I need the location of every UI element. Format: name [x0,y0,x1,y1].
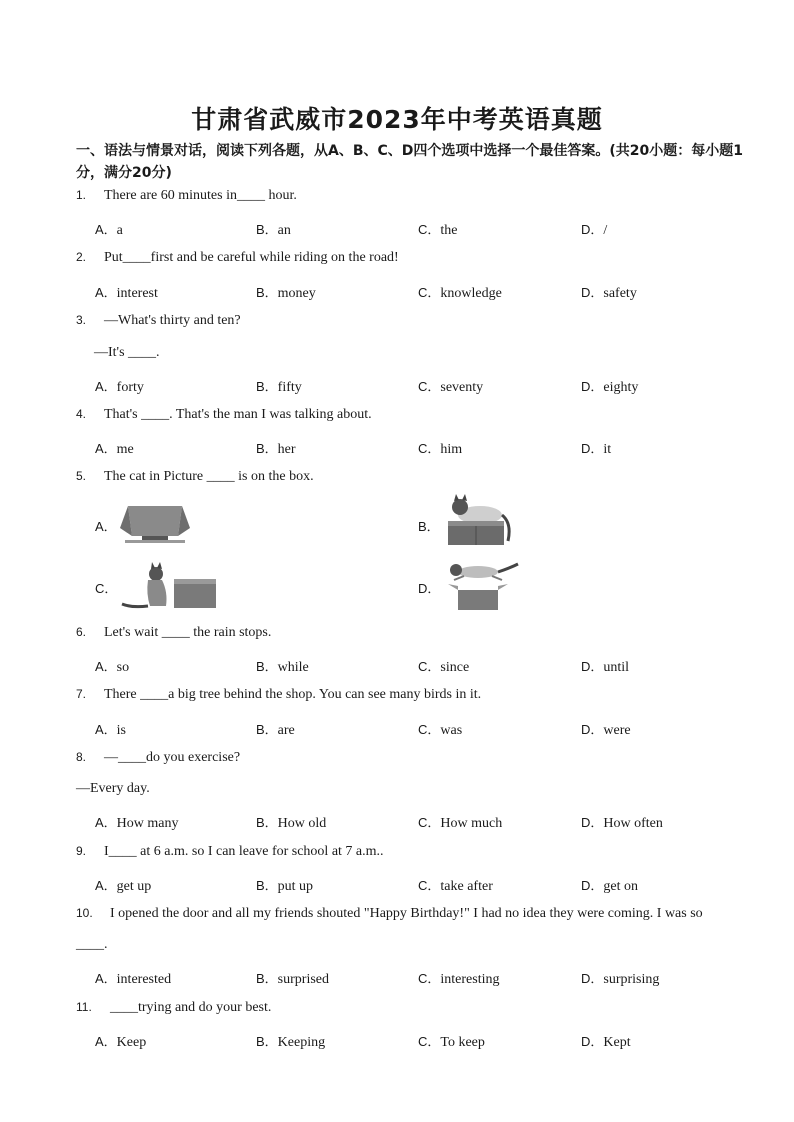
question-8: 8. —____do you exercise? [76,750,241,765]
option-d[interactable]: D．Kept [581,1034,631,1050]
option-c[interactable]: C．take after [418,878,493,894]
question-text: —____do you exercise? [104,750,241,765]
question-text: There are 60 minutes in____ hour. [104,188,297,203]
option-b[interactable]: B．while [256,659,309,675]
page-title: 甘肃省武威市2023年中考英语真题 [191,105,603,134]
option-b[interactable]: B．an [256,222,291,238]
question-9: 9. I____ at 6 a.m. so I can leave for school at 7 a.m.. [76,844,384,859]
question-text: The cat in Picture ____ is on the box. [104,469,314,484]
option-c[interactable]: C．since [418,659,470,675]
question-text: Let's wait ____ the rain stops. [104,625,272,640]
question-text: ____trying and do your best. [110,1000,272,1015]
question-11: 11. ____trying and do your best. [76,1000,272,1015]
cat-next-to-box-picture[interactable] [118,562,218,610]
option-b[interactable]: B．her [256,441,296,457]
option-b[interactable]: B． [418,519,440,534]
cat-under-box-picture[interactable] [120,500,190,545]
option-a[interactable]: A．Keep [95,1034,147,1050]
option-d[interactable]: D．/ [581,222,608,238]
option-b[interactable]: B．Keeping [256,1034,326,1050]
option-c[interactable]: C．How much [418,815,503,831]
question-text: —What's thirty and ten? [104,313,241,328]
option-a[interactable]: A．is [95,722,127,738]
question-text: I____ at 6 a.m. so I can leave for school at 7 a.m.. [104,844,384,859]
option-a[interactable]: A．so [95,659,130,675]
question-text: That's ____. That's the man I was talking about. [104,407,372,422]
option-d[interactable]: D．safety [581,285,637,301]
question-text: I opened the door and all my friends shouted "Happy Birthday!" I had no idea they were coming. I was so [110,906,703,921]
option-a[interactable]: A．get up [95,878,152,894]
option-a[interactable]: A．a [95,222,123,238]
option-c[interactable]: C．seventy [418,379,484,395]
option-c[interactable]: C．knowledge [418,285,502,301]
question-6: 6. Let's wait ____ the rain stops. [76,625,272,640]
option-a[interactable]: A．interested [95,971,172,987]
option-a[interactable]: A．me [95,441,134,457]
section-instructions: 一、语法与情景对话，阅读下列各题，从A、B、C、D四个选项中选择一个最佳答案。(共20小题：每小题1分，满分20分) [76,143,744,181]
option-d[interactable]: D．How often [581,815,663,831]
option-b[interactable]: B．How old [256,815,327,831]
option-a[interactable]: A．interest [95,285,158,301]
question-5: 5. The cat in Picture ____ is on the box. [76,469,314,484]
question-1: 1. There are 60 minutes in____ hour. [76,188,297,203]
option-c[interactable]: C．To keep [418,1034,485,1050]
cat-on-box-picture[interactable] [444,493,516,549]
option-a[interactable]: A．forty [95,379,144,395]
question-continuation: ____. [76,937,108,952]
option-b[interactable]: B．are [256,722,295,738]
option-c[interactable]: C．the [418,222,458,238]
option-d[interactable]: D．were [581,722,631,738]
dialogue-line: —It's ____. [94,345,160,360]
question-10: 10. I opened the door and all my friends shouted "Happy Birthday!" I had no idea they were coming. I was so [76,906,703,921]
option-c[interactable]: C．interesting [418,971,500,987]
question-7: 7. There ____a big tree behind the shop. You can see many birds in it. [76,687,482,702]
option-d[interactable]: D．it [581,441,612,457]
option-d[interactable]: D．get on [581,878,638,894]
question-text: There ____a big tree behind the shop. You can see many birds in it. [104,687,482,702]
option-d[interactable]: D．until [581,659,630,675]
option-a[interactable]: A． [95,519,117,534]
option-d[interactable]: D． [418,581,441,596]
option-a[interactable]: A．How many [95,815,179,831]
option-c[interactable]: C． [95,581,118,596]
question-text: Put____first and be careful while riding on the road! [104,250,399,265]
dialogue-line: —Every day. [76,781,150,796]
option-d[interactable]: D．surprising [581,971,660,987]
option-c[interactable]: C．him [418,441,463,457]
option-b[interactable]: B．surprised [256,971,329,987]
cat-over-box-picture[interactable] [444,560,520,612]
option-b[interactable]: B．fifty [256,379,302,395]
option-c[interactable]: C．was [418,722,463,738]
question-2: 2. Put____first and be careful while riding on the road! [76,250,399,265]
option-b[interactable]: B．money [256,285,316,301]
option-b[interactable]: B．put up [256,878,314,894]
question-3: 3. —What's thirty and ten? [76,313,241,328]
option-d[interactable]: D．eighty [581,379,639,395]
question-4: 4. That's ____. That's the man I was talking about. [76,407,372,422]
